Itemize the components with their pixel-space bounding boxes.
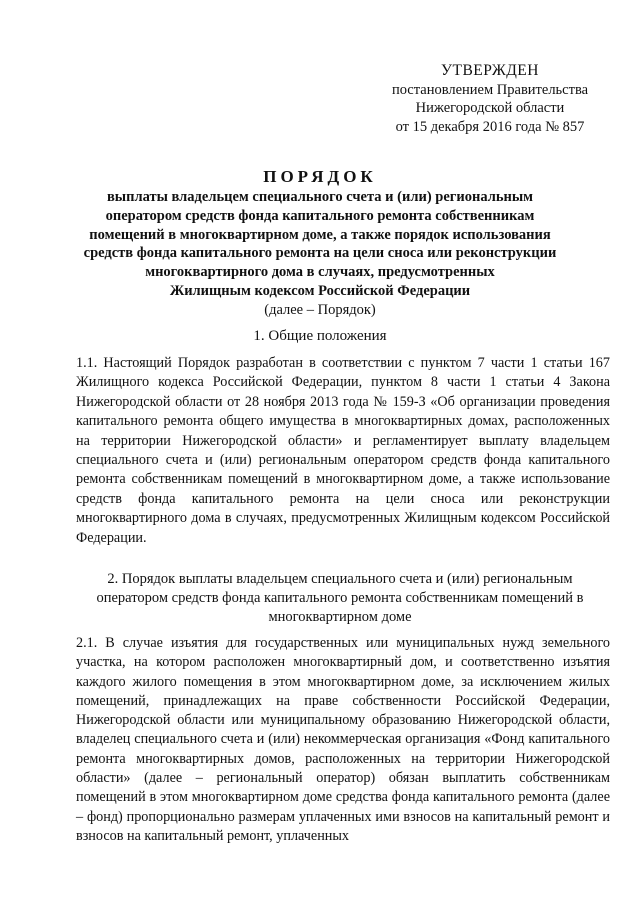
- approval-heading: УТВЕРЖДЕН: [441, 62, 539, 79]
- section-1-heading: 1. Общие положения: [253, 328, 387, 344]
- section-2-heading: [70, 570, 610, 627]
- title-line: выплаты владельцем специального счета и (или) региональным: [106, 189, 534, 205]
- document-title: [60, 166, 580, 320]
- title-line: помещений в многоквартирном доме, а также порядок использования: [89, 226, 551, 243]
- title-line: средств фонда капитального ремонта на цели сноса или реконструкции: [83, 245, 557, 262]
- paragraph-2-1: 2.1. В случае изъятия для государственных или муниципальных нужд земельного участка, на котором расположен многоквартирный дом, и соответственно изъятия каждого жилого помещения в этом многоквартирном доме, за исключением жилых помещений, принадлежащих на праве собственности Российской Федерации, Нижегородской области или муниципальному образованию Нижегородской области, владелец специального счета и (или) некоммерческая организация «Фонд капитального ремонта многоквартирных домов, расположенных на территории Нижегородской области» (далее – региональный оператор) обязан выплатить собственникам помещений в этом многоквартирном доме средства фонда капитального ремонта (далее – фонд) пропорционально размерам уплаченных ими взносов на капитальный ремонт и взносов на капитальный ремонт, уплаченных: [76, 635, 610, 844]
- title-line: оператором средств фонда капитального ремонта собственникам: [105, 207, 535, 224]
- approval-line: постановлением Правительства: [391, 81, 589, 98]
- section-2-heading-line: многоквартирном доме: [268, 609, 412, 625]
- approval-line: Нижегородской области: [415, 100, 565, 116]
- title-short-name: (далее – Порядок): [264, 301, 376, 318]
- section-2-heading-line: оператором средств фонда капитального ремонта собственникам помещений в: [96, 590, 584, 606]
- section-2-heading-line: 2. Порядок выплаты владельцем специального счета и (или) региональным: [107, 571, 573, 587]
- approval-date: от 15 декабря 2016 года № 857: [395, 118, 585, 135]
- title-word: ПОРЯДОК: [263, 167, 377, 186]
- title-line: многоквартирного дома в случаях, предусмотренных: [145, 264, 495, 281]
- paragraph-1-1: 1.1. Настоящий Порядок разработан в соответствии с пунктом 7 части 1 статьи 167 Жилищного кодекса Российской Федерации, пунктом 8 части 1 статьи 4 Закона Нижегородской области от 28 ноября 2013 года № 159-З «Об организации проведения капитального ремонта общего имущества в многоквартирных домах, расположенных на территории Нижегородской области» и регламентирует выплату владельцем специального счета и (или) региональным оператором средств фонда капитального ремонта собственникам помещений в многоквартирном доме, а также использование средств фонда капитального ремонта на цели сноса или реконструкции многоквартирного дома в случаях, предусмотренных Жилищным кодексом Российской Федерации.: [76, 355, 610, 546]
- approval-stamp: [380, 62, 600, 136]
- title-line: Жилищным кодексом Российской Федерации: [169, 282, 471, 299]
